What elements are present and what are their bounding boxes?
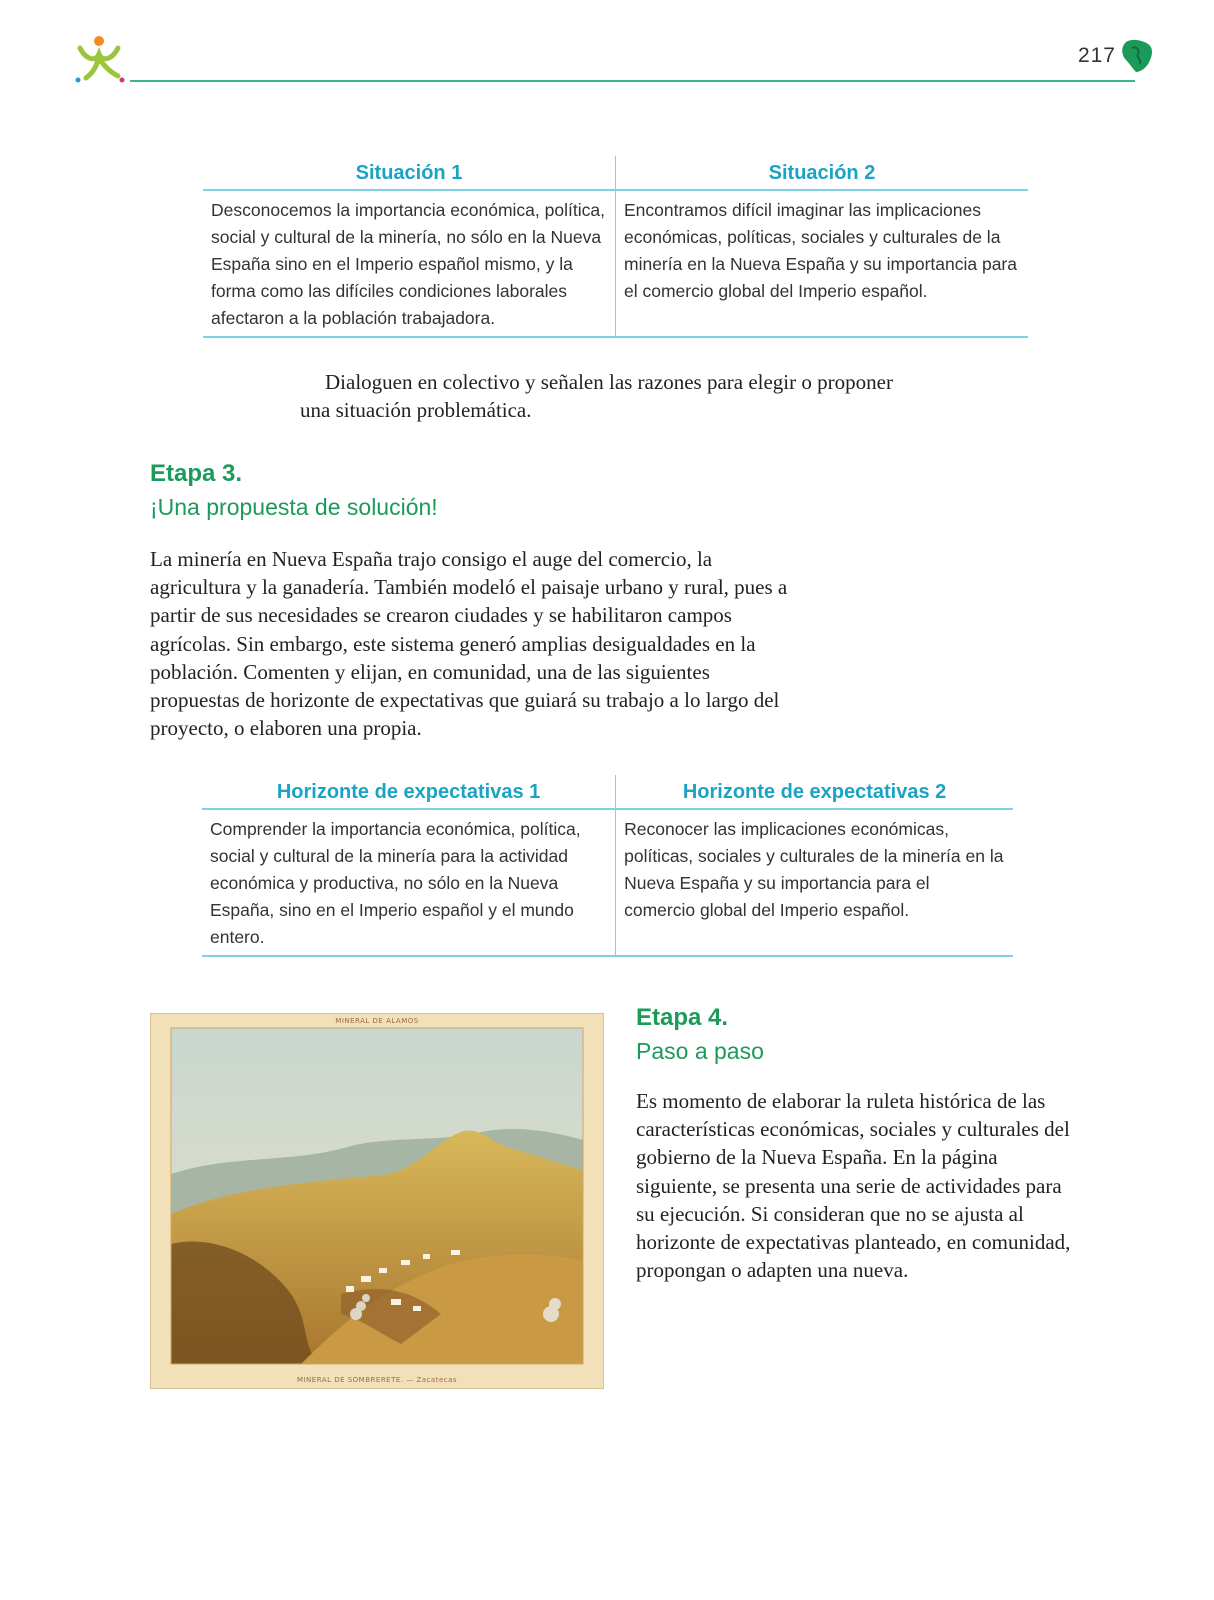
stage-4-title: Etapa 4. (636, 1004, 729, 1031)
figure-sprout-icon (72, 34, 128, 86)
horizons-table (202, 775, 1013, 957)
horizon-2-text: Reconocer las implicaciones económicas, políticas, sociales y culturales de la minería en la Nueva España y su importancia para el comercio global del Imperio español. (616, 809, 1013, 956)
situation-2-text: Encontramos difícil imaginar las implicaciones económicas, políticas, sociales y culturales de la minería en la Nueva España y su importancia para el comercio global del Imperio español. (616, 190, 1029, 337)
stage-3-subtitle: ¡Una propuesta de solución! (150, 494, 438, 520)
green-blob-icon (1120, 38, 1154, 74)
situation-2-header: Situación 2 (616, 156, 1029, 190)
situations-table (203, 156, 1028, 338)
image-caption: MINERAL DE SOMBRERETE. — Zacatecas (296, 1376, 458, 1384)
stage-4-paragraph: Es momento de elaborar la ruleta histórica de las características económicas, sociales y culturales del gobierno de la Nueva España. En la página siguiente, se presenta una serie de actividades para su ejecución. Si consideran que no se ajusta al horizonte de expectativas planteado, en comunidad, propongan o adapten una nueva. (636, 1089, 1071, 1283)
page-number: 217 (1077, 44, 1116, 67)
stage-3-title: Etapa 3. (150, 460, 243, 487)
mining-landscape-image (150, 1013, 604, 1389)
header-rule (130, 80, 1135, 82)
landscape-illustration (151, 1014, 603, 1388)
horizon-1-text: Comprender la importancia económica, política, social y cultural de la minería para la actividad económica y productiva, no sólo en la Nueva España, sino en el Imperio español y el mundo entero. (202, 809, 616, 956)
horizon-1-header: Horizonte de expectativas 1 (202, 775, 616, 809)
horizon-2-header: Horizonte de expectativas 2 (616, 775, 1013, 809)
situation-1-header: Situación 1 (203, 156, 616, 190)
stage-3-paragraph: La minería en Nueva España trajo consigo el auge del comercio, la agricultura y la ganadería. También modeló el paisaje urbano y rural, pues a partir de sus necesidades se crearon ciudades y se habilitaron campos agrícolas. Sin embargo, este sistema generó amplias desigualdades en la población. Comenten y elijan, en comunidad, una de las siguientes propuestas de horizonte de expectativas que guiará su trabajo a lo largo del proyecto, o elaboren una propia. (150, 547, 788, 741)
image-top-inscription: MINERAL DE ALAMOS (335, 1017, 419, 1025)
situation-1-text: Desconocemos la importancia económica, política, social y cultural de la minería, no sólo en la Nueva España sino en el Imperio español mismo, y la forma como las difíciles condiciones laborales afectaron a la población trabajadora. (203, 190, 616, 337)
dialogue-prompt: Dialoguen en colectivo y señalen las razones para elegir o proponer una situación problemática. (300, 370, 893, 422)
stage-4-subtitle: Paso a paso (636, 1038, 764, 1064)
